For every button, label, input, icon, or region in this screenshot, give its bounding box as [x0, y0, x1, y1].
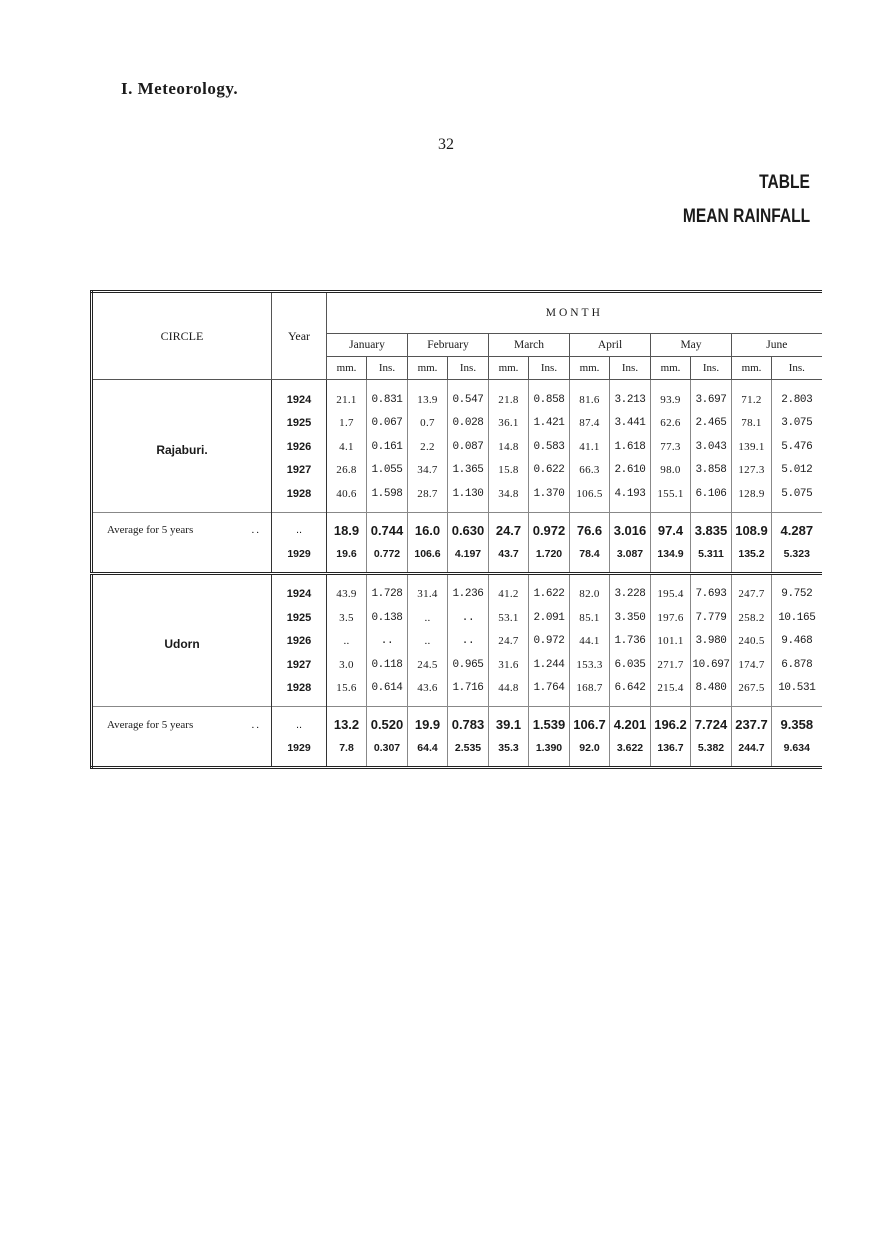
- rainfall-mm-cell: 215.4: [651, 677, 691, 707]
- rainfall-ins-cell: 5.075: [772, 482, 822, 512]
- rainfall-ins-cell: 5.476: [772, 435, 822, 459]
- rainfall-mm-cell: 139.1: [732, 435, 772, 459]
- rainfall-ins-cell: 0.087: [448, 435, 489, 459]
- rainfall-table-container: [90, 290, 820, 769]
- rainfall-ins-cell: 1.716: [448, 677, 489, 707]
- recent-ins-cell: 9.634: [772, 737, 822, 768]
- rainfall-ins-cell: 1.618: [610, 435, 651, 459]
- recent-mm-cell: 43.7: [489, 542, 529, 573]
- rainfall-mm-cell: 155.1: [651, 482, 691, 512]
- rainfall-mm-cell: 31.4: [408, 573, 448, 606]
- rainfall-mm-cell: ..: [327, 630, 367, 654]
- rainfall-mm-cell: 31.6: [489, 653, 529, 677]
- rainfall-mm-cell: 81.6: [570, 380, 610, 412]
- rainfall-mm-cell: 44.1: [570, 630, 610, 654]
- rainfall-ins-cell: 0.965: [448, 653, 489, 677]
- month-header: MONTH: [327, 292, 822, 334]
- recent-ins-cell: 3.087: [610, 542, 651, 573]
- rainfall-ins-cell: 1.728: [367, 573, 408, 606]
- recent-mm-cell: 64.4: [408, 737, 448, 768]
- month-april: April: [570, 334, 651, 357]
- rainfall-ins-cell: 0.831: [367, 380, 408, 412]
- average-row: [92, 707, 822, 737]
- rainfall-mm-cell: 24.5: [408, 653, 448, 677]
- rainfall-mm-cell: 82.0: [570, 573, 610, 606]
- average-ins-cell: 0.744: [367, 512, 408, 542]
- year-cell: ..: [272, 707, 327, 737]
- rainfall-mm-cell: 85.1: [570, 606, 610, 630]
- average-ins-cell: 3.835: [691, 512, 732, 542]
- rainfall-ins-cell: 3.228: [610, 573, 651, 606]
- recent-mm-cell: 92.0: [570, 737, 610, 768]
- rainfall-ins-cell: 6.878: [772, 653, 822, 677]
- unit-ins: Ins.: [610, 357, 651, 380]
- section-heading: I. Meteorology.: [121, 79, 239, 98]
- circle-header: CIRCLE: [92, 292, 272, 380]
- average-ins-cell: 9.358: [772, 707, 822, 737]
- year-cell: 1926: [272, 435, 327, 459]
- recent-ins-cell: 1.390: [529, 737, 570, 768]
- rainfall-table: [90, 290, 822, 769]
- rainfall-ins-cell: 8.480: [691, 677, 732, 707]
- rainfall-mm-cell: 77.3: [651, 435, 691, 459]
- rainfall-ins-cell: 3.075: [772, 412, 822, 436]
- average-label-cell: [92, 512, 272, 542]
- rainfall-mm-cell: 13.9: [408, 380, 448, 412]
- month-march: March: [489, 334, 570, 357]
- average-mm-cell: 18.9: [327, 512, 367, 542]
- circle-name: Udorn: [92, 573, 272, 707]
- average-mm-cell: 13.2: [327, 707, 367, 737]
- rainfall-mm-cell: 62.6: [651, 412, 691, 436]
- recent-ins-cell: 3.622: [610, 737, 651, 768]
- average-mm-cell: 16.0: [408, 512, 448, 542]
- page-number: 32: [438, 136, 454, 153]
- rainfall-ins-cell: 5.012: [772, 459, 822, 483]
- rainfall-ins-cell: 0.622: [529, 459, 570, 483]
- rainfall-mm-cell: 41.2: [489, 573, 529, 606]
- circle-name: Rajaburi.: [156, 442, 208, 457]
- rainfall-mm-cell: 21.1: [327, 380, 367, 412]
- rainfall-mm-cell: 271.7: [651, 653, 691, 677]
- rainfall-ins-cell: 1.622: [529, 573, 570, 606]
- rainfall-ins-cell: 1.130: [448, 482, 489, 512]
- rainfall-mm-cell: 43.9: [327, 573, 367, 606]
- rainfall-ins-cell: 0.972: [529, 630, 570, 654]
- rainfall-ins-cell: 9.468: [772, 630, 822, 654]
- rainfall-mm-cell: 101.1: [651, 630, 691, 654]
- table-row: [92, 380, 822, 412]
- recent-mm-cell: 244.7: [732, 737, 772, 768]
- rainfall-mm-cell: 26.8: [327, 459, 367, 483]
- rainfall-mm-cell: 15.8: [489, 459, 529, 483]
- rainfall-ins-cell: 0.614: [367, 677, 408, 707]
- rainfall-ins-cell: 6.642: [610, 677, 651, 707]
- average-label: Average for 5 years: [107, 718, 194, 731]
- rainfall-mm-cell: 93.9: [651, 380, 691, 412]
- average-ins-cell: 4.287: [772, 512, 822, 542]
- rainfall-ins-cell: 3.043: [691, 435, 732, 459]
- rainfall-ins-cell: 0.028: [448, 412, 489, 436]
- rainfall-ins-cell: 1.598: [367, 482, 408, 512]
- rainfall-mm-cell: 53.1: [489, 606, 529, 630]
- rainfall-mm-cell: 15.6: [327, 677, 367, 707]
- rainfall-mm-cell: 28.7: [408, 482, 448, 512]
- rainfall-ins-cell: 1.365: [448, 459, 489, 483]
- month-january: January: [327, 334, 408, 357]
- rainfall-ins-cell: 10.697: [691, 653, 732, 677]
- rainfall-mm-cell: 258.2: [732, 606, 772, 630]
- recent-ins-cell: 4.197: [448, 542, 489, 573]
- rainfall-mm-cell: 87.4: [570, 412, 610, 436]
- average-ins-cell: 1.539: [529, 707, 570, 737]
- rainfall-mm-cell: 66.3: [570, 459, 610, 483]
- recent-ins-cell: 5.382: [691, 737, 732, 768]
- rainfall-mm-cell: 34.7: [408, 459, 448, 483]
- rainfall-ins-cell: 1.244: [529, 653, 570, 677]
- rainfall-mm-cell: 21.8: [489, 380, 529, 412]
- rainfall-mm-cell: 195.4: [651, 573, 691, 606]
- rainfall-mm-cell: 128.9: [732, 482, 772, 512]
- recent-ins-cell: 5.323: [772, 542, 822, 573]
- average-ins-cell: 0.520: [367, 707, 408, 737]
- average-ins-cell: 0.783: [448, 707, 489, 737]
- rainfall-mm-cell: 24.7: [489, 630, 529, 654]
- rainfall-mm-cell: 34.8: [489, 482, 529, 512]
- unit-ins: Ins.: [448, 357, 489, 380]
- recent-ins-cell: 0.307: [367, 737, 408, 768]
- average-dots: ..: [251, 524, 261, 537]
- year-header: Year: [272, 292, 327, 380]
- recent-ins-cell: 1.720: [529, 542, 570, 573]
- recent-mm-cell: 136.7: [651, 737, 691, 768]
- rainfall-ins-cell: 2.465: [691, 412, 732, 436]
- average-ins-cell: 4.201: [610, 707, 651, 737]
- rainfall-ins-cell: 1.421: [529, 412, 570, 436]
- rainfall-ins-cell: 4.193: [610, 482, 651, 512]
- rainfall-ins-cell: 6.035: [610, 653, 651, 677]
- rainfall-ins-cell: 0.138: [367, 606, 408, 630]
- rainfall-mm-cell: 2.2: [408, 435, 448, 459]
- rainfall-mm-cell: 267.5: [732, 677, 772, 707]
- rainfall-ins-cell: ..: [367, 630, 408, 654]
- rainfall-ins-cell: 7.779: [691, 606, 732, 630]
- unit-mm: mm.: [327, 357, 367, 380]
- month-may: May: [651, 334, 732, 357]
- table-body: [92, 380, 822, 768]
- average-mm-cell: 237.7: [732, 707, 772, 737]
- rainfall-mm-cell: 40.6: [327, 482, 367, 512]
- unit-ins: Ins.: [691, 357, 732, 380]
- average-mm-cell: 97.4: [651, 512, 691, 542]
- rainfall-ins-cell: 3.697: [691, 380, 732, 412]
- rainfall-ins-cell: 2.610: [610, 459, 651, 483]
- rainfall-mm-cell: 197.6: [651, 606, 691, 630]
- recent-ins-cell: 2.535: [448, 737, 489, 768]
- year-cell: 1928: [272, 482, 327, 512]
- empty-cell: [92, 542, 272, 573]
- rainfall-mm-cell: 4.1: [327, 435, 367, 459]
- rainfall-ins-cell: ..: [448, 630, 489, 654]
- recent-year-row: [92, 737, 822, 768]
- rainfall-mm-cell: 3.0: [327, 653, 367, 677]
- unit-mm: mm.: [408, 357, 448, 380]
- unit-mm: mm.: [651, 357, 691, 380]
- unit-ins: Ins.: [772, 357, 822, 380]
- recent-mm-cell: 134.9: [651, 542, 691, 573]
- table-title: MEAN RAINFALL: [682, 206, 810, 227]
- recent-mm-cell: 78.4: [570, 542, 610, 573]
- rainfall-ins-cell: 0.583: [529, 435, 570, 459]
- recent-mm-cell: 135.2: [732, 542, 772, 573]
- year-cell: 1924: [272, 573, 327, 606]
- rainfall-mm-cell: 106.5: [570, 482, 610, 512]
- recent-ins-cell: 5.311: [691, 542, 732, 573]
- average-ins-cell: 3.016: [610, 512, 651, 542]
- rainfall-ins-cell: 2.803: [772, 380, 822, 412]
- rainfall-ins-cell: 3.441: [610, 412, 651, 436]
- unit-mm: mm.: [732, 357, 772, 380]
- month-february: February: [408, 334, 489, 357]
- rainfall-mm-cell: 0.7: [408, 412, 448, 436]
- rainfall-ins-cell: 0.067: [367, 412, 408, 436]
- average-ins-cell: 0.972: [529, 512, 570, 542]
- rainfall-ins-cell: 1.370: [529, 482, 570, 512]
- rainfall-ins-cell: 2.091: [529, 606, 570, 630]
- rainfall-ins-cell: 0.858: [529, 380, 570, 412]
- recent-year-row: [92, 542, 822, 573]
- year-cell: 1925: [272, 606, 327, 630]
- average-row: [92, 512, 822, 542]
- average-label-cell: [92, 707, 272, 737]
- rainfall-ins-cell: 9.752: [772, 573, 822, 606]
- rainfall-ins-cell: 3.350: [610, 606, 651, 630]
- rainfall-mm-cell: 240.5: [732, 630, 772, 654]
- recent-mm-cell: 7.8: [327, 737, 367, 768]
- rainfall-ins-cell: 7.693: [691, 573, 732, 606]
- rainfall-mm-cell: 43.6: [408, 677, 448, 707]
- unit-ins: Ins.: [367, 357, 408, 380]
- average-ins-cell: 0.630: [448, 512, 489, 542]
- year-cell: 1929: [272, 737, 327, 768]
- rainfall-mm-cell: 71.2: [732, 380, 772, 412]
- rainfall-ins-cell: 10.165: [772, 606, 822, 630]
- recent-mm-cell: 35.3: [489, 737, 529, 768]
- unit-ins: Ins.: [529, 357, 570, 380]
- recent-ins-cell: 0.772: [367, 542, 408, 573]
- rainfall-ins-cell: 0.547: [448, 380, 489, 412]
- rainfall-mm-cell: 1.7: [327, 412, 367, 436]
- table-header: [92, 292, 822, 380]
- empty-cell: [92, 737, 272, 768]
- rainfall-mm-cell: 3.5: [327, 606, 367, 630]
- rainfall-mm-cell: 78.1: [732, 412, 772, 436]
- month-june: June: [732, 334, 822, 357]
- recent-mm-cell: 106.6: [408, 542, 448, 573]
- rainfall-ins-cell: 1.736: [610, 630, 651, 654]
- rainfall-mm-cell: 14.8: [489, 435, 529, 459]
- rainfall-ins-cell: 1.236: [448, 573, 489, 606]
- rainfall-mm-cell: 44.8: [489, 677, 529, 707]
- rainfall-mm-cell: 168.7: [570, 677, 610, 707]
- rainfall-mm-cell: 36.1: [489, 412, 529, 436]
- table-row: [92, 573, 822, 606]
- rainfall-ins-cell: 3.980: [691, 630, 732, 654]
- rainfall-ins-cell: 6.106: [691, 482, 732, 512]
- rainfall-ins-cell: 0.161: [367, 435, 408, 459]
- recent-mm-cell: 19.6: [327, 542, 367, 573]
- average-dots: ..: [251, 718, 261, 731]
- year-cell: 1928: [272, 677, 327, 707]
- rainfall-ins-cell: 1.764: [529, 677, 570, 707]
- average-mm-cell: 106.7: [570, 707, 610, 737]
- year-cell: ..: [272, 512, 327, 542]
- rainfall-mm-cell: 127.3: [732, 459, 772, 483]
- rainfall-mm-cell: 174.7: [732, 653, 772, 677]
- year-cell: 1924: [272, 380, 327, 412]
- rainfall-mm-cell: 153.3: [570, 653, 610, 677]
- average-mm-cell: 196.2: [651, 707, 691, 737]
- year-cell: 1925: [272, 412, 327, 436]
- year-cell: 1926: [272, 630, 327, 654]
- rainfall-ins-cell: ..: [448, 606, 489, 630]
- rainfall-ins-cell: 3.213: [610, 380, 651, 412]
- average-mm-cell: 24.7: [489, 512, 529, 542]
- average-mm-cell: 19.9: [408, 707, 448, 737]
- unit-mm: mm.: [570, 357, 610, 380]
- table-label: TABLE: [759, 172, 810, 193]
- year-cell: 1927: [272, 653, 327, 677]
- rainfall-ins-cell: 10.531: [772, 677, 822, 707]
- average-ins-cell: 7.724: [691, 707, 732, 737]
- rainfall-ins-cell: 3.858: [691, 459, 732, 483]
- unit-mm: mm.: [489, 357, 529, 380]
- rainfall-mm-cell: 41.1: [570, 435, 610, 459]
- average-mm-cell: 76.6: [570, 512, 610, 542]
- average-mm-cell: 108.9: [732, 512, 772, 542]
- rainfall-mm-cell: ..: [408, 630, 448, 654]
- rainfall-mm-cell: ..: [408, 606, 448, 630]
- rainfall-mm-cell: 247.7: [732, 573, 772, 606]
- rainfall-mm-cell: 98.0: [651, 459, 691, 483]
- year-cell: 1927: [272, 459, 327, 483]
- average-label: Average for 5 years: [107, 524, 194, 537]
- rainfall-ins-cell: 0.118: [367, 653, 408, 677]
- average-mm-cell: 39.1: [489, 707, 529, 737]
- year-cell: 1929: [272, 542, 327, 573]
- rainfall-ins-cell: 1.055: [367, 459, 408, 483]
